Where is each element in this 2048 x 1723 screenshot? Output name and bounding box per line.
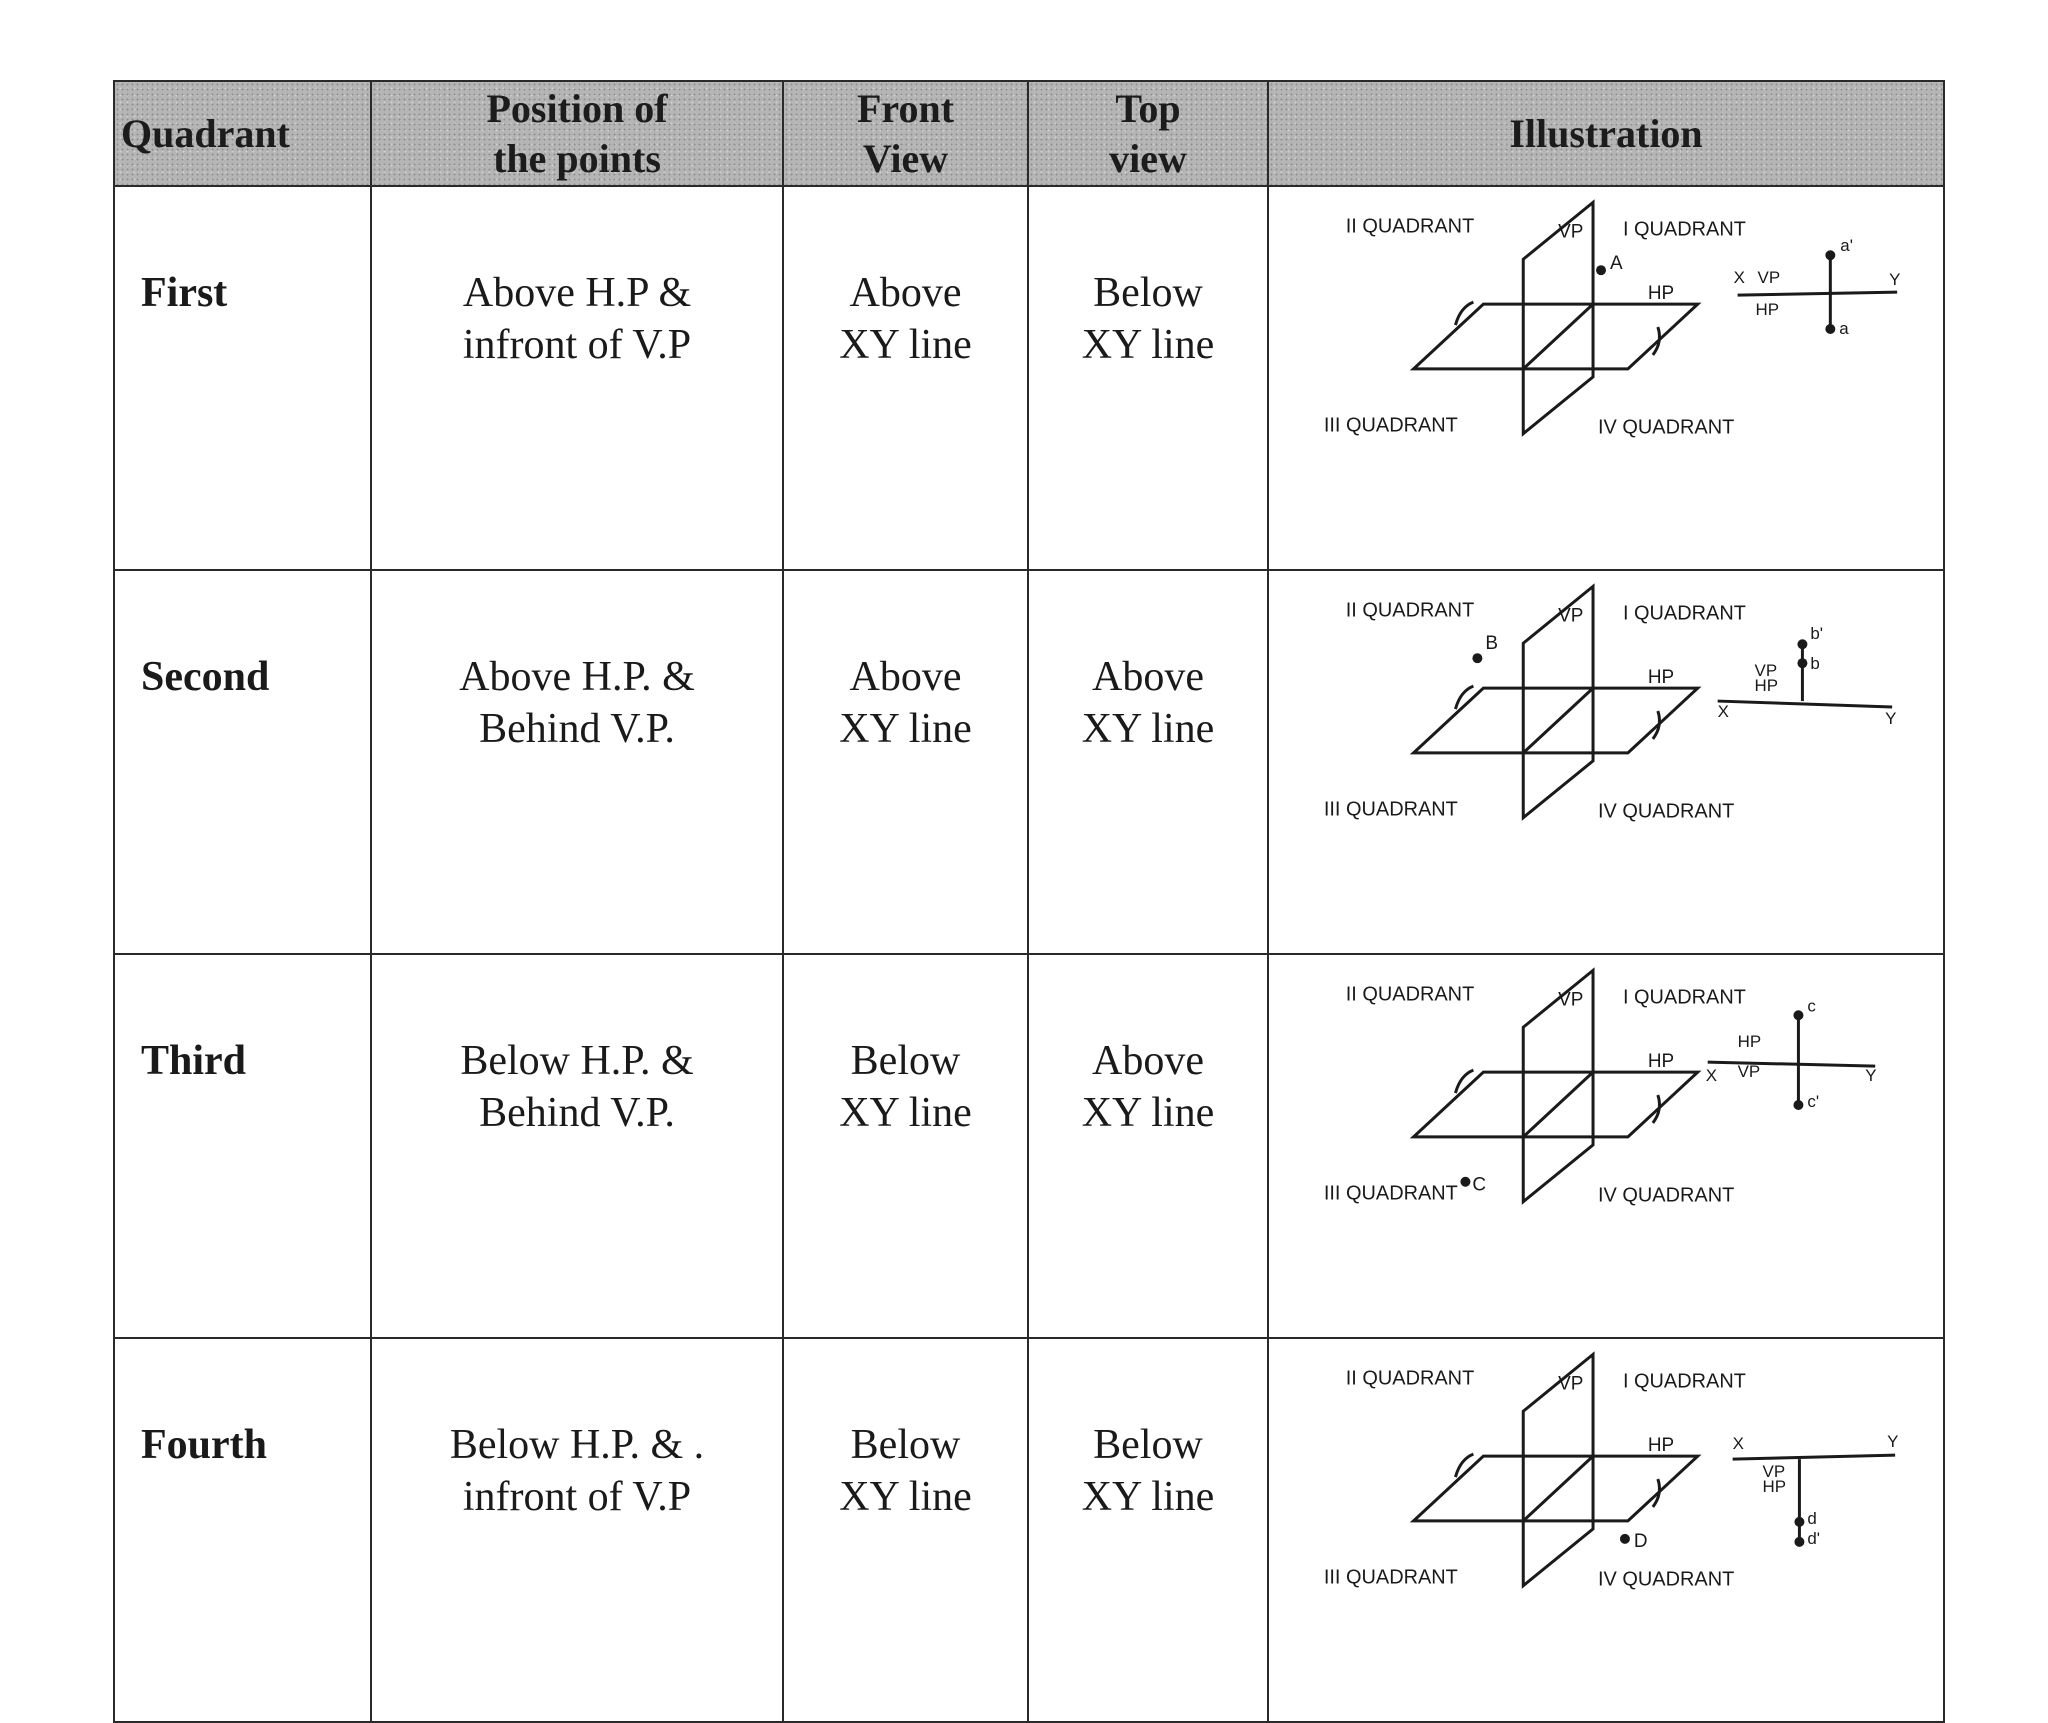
label-y: Y bbox=[1885, 708, 1897, 728]
top-view-line1: Below bbox=[1093, 270, 1203, 316]
top-view-cell bbox=[1028, 954, 1268, 1338]
horizontal-plane bbox=[1414, 304, 1698, 369]
front-view-cell bbox=[783, 186, 1028, 570]
position-line2: Behind V.P. bbox=[479, 1090, 675, 1136]
label-projection-bottom: a bbox=[1839, 319, 1849, 339]
projection-diagram bbox=[1733, 1432, 1899, 1548]
label-q2: II QUADRANT bbox=[1345, 215, 1475, 238]
xy-line bbox=[1738, 292, 1898, 295]
position-line1: Above H.P & bbox=[462, 270, 692, 316]
projection-dot-top bbox=[1825, 250, 1835, 260]
label-q4: IV QUADRANT bbox=[1598, 800, 1735, 823]
position-line2: infront of V.P bbox=[462, 322, 692, 368]
label-projection-top: c bbox=[1807, 996, 1816, 1016]
xy-line bbox=[1733, 1455, 1896, 1459]
position-line2: infront of V.P bbox=[462, 1474, 692, 1520]
quadrant-diagram bbox=[1269, 955, 1943, 1257]
intersection-line bbox=[1523, 1456, 1593, 1521]
intersection-line bbox=[1523, 688, 1593, 753]
front-view-line2: XY line bbox=[839, 322, 972, 368]
label-x: X bbox=[1717, 702, 1729, 722]
xy-line bbox=[1718, 701, 1892, 707]
quadrant-diagram bbox=[1269, 1339, 1943, 1641]
point-marker bbox=[1460, 1177, 1470, 1187]
position-line2: Behind V.P. bbox=[479, 706, 675, 752]
label-q1: I QUADRANT bbox=[1622, 218, 1746, 241]
label-q1: I QUADRANT bbox=[1622, 1370, 1746, 1393]
label-xy-lower: HP bbox=[1762, 1476, 1787, 1496]
label-vp: VP bbox=[1558, 221, 1584, 243]
label-y: Y bbox=[1887, 1432, 1899, 1452]
projection-dot-top bbox=[1793, 1010, 1803, 1020]
label-vp: VP bbox=[1558, 1373, 1584, 1395]
horizontal-plane bbox=[1414, 1072, 1698, 1137]
label-q3: III QUADRANT bbox=[1323, 1182, 1458, 1205]
label-projection-top: d bbox=[1807, 1508, 1817, 1528]
xy-line bbox=[1708, 1062, 1876, 1066]
front-view-cell bbox=[783, 1338, 1028, 1722]
label-vp: VP bbox=[1558, 989, 1584, 1011]
projection-diagram bbox=[1718, 624, 1897, 728]
horizontal-plane bbox=[1414, 1456, 1698, 1521]
top-view-cell bbox=[1028, 1338, 1268, 1722]
projection-dot-bottom bbox=[1797, 658, 1807, 668]
header-top-line1: Top bbox=[1115, 85, 1181, 131]
projection-diagram bbox=[1734, 236, 1901, 338]
label-x: X bbox=[1732, 1434, 1744, 1454]
header-top-line2: view bbox=[1109, 135, 1187, 181]
position-cell bbox=[371, 570, 783, 954]
position-cell bbox=[371, 186, 783, 570]
label-x: X bbox=[1733, 268, 1745, 288]
projection-dot-bottom bbox=[1825, 324, 1835, 334]
point-label: D bbox=[1633, 1530, 1648, 1552]
table-row bbox=[114, 570, 1944, 954]
quadrant-diagram bbox=[1269, 187, 1943, 489]
header-position bbox=[371, 81, 783, 186]
label-q4: IV QUADRANT bbox=[1598, 1184, 1735, 1207]
intersection-line bbox=[1523, 304, 1593, 369]
label-projection-bottom: d' bbox=[1807, 1528, 1821, 1548]
header-row bbox=[114, 81, 1944, 186]
quadrant-name: Third bbox=[114, 954, 371, 1338]
position-cell bbox=[371, 954, 783, 1338]
projection-dot-bottom bbox=[1793, 1100, 1803, 1110]
label-q3: III QUADRANT bbox=[1323, 414, 1458, 437]
header-quadrant: Quadrant bbox=[114, 81, 371, 186]
illustration-cell bbox=[1268, 954, 1944, 1338]
label-x: X bbox=[1705, 1066, 1718, 1086]
projection-dot-top bbox=[1797, 639, 1807, 649]
header-front-view bbox=[783, 81, 1028, 186]
quadrant-diagram bbox=[1269, 571, 1943, 873]
point-label: B bbox=[1485, 633, 1498, 655]
front-view-line1: Below bbox=[850, 1038, 961, 1084]
quadrant-name: First bbox=[114, 186, 371, 570]
label-xy-lower: HP bbox=[1754, 676, 1779, 696]
label-q2: II QUADRANT bbox=[1345, 1367, 1475, 1390]
label-vp: VP bbox=[1558, 605, 1584, 627]
label-q2: II QUADRANT bbox=[1345, 983, 1475, 1006]
intersection-line bbox=[1523, 1072, 1593, 1137]
top-view-line1: Below bbox=[1093, 1422, 1203, 1468]
front-view-cell bbox=[783, 954, 1028, 1338]
header-front-line2: View bbox=[862, 135, 949, 181]
label-xy-upper: VP bbox=[1757, 268, 1781, 288]
top-view-cell bbox=[1028, 186, 1268, 570]
label-hp: HP bbox=[1647, 1051, 1675, 1073]
table-row bbox=[114, 1338, 1944, 1722]
top-view-line2: XY line bbox=[1081, 706, 1215, 752]
label-hp: HP bbox=[1647, 667, 1675, 689]
top-view-line1: Above bbox=[1092, 654, 1204, 700]
front-view-line1: Below bbox=[850, 1422, 961, 1468]
horizontal-plane bbox=[1414, 688, 1698, 753]
top-view-line2: XY line bbox=[1081, 1474, 1215, 1520]
table-row bbox=[114, 186, 1944, 570]
header-front-line1: Front bbox=[856, 85, 955, 131]
projection-dot-top bbox=[1794, 1517, 1804, 1527]
front-view-line1: Above bbox=[849, 270, 962, 316]
label-xy-lower: VP bbox=[1737, 1062, 1761, 1082]
top-view-line1: Above bbox=[1092, 1038, 1204, 1084]
header-top-view bbox=[1028, 81, 1268, 186]
position-line1: Below H.P. & . bbox=[449, 1422, 705, 1468]
projection-dot-bottom bbox=[1794, 1537, 1804, 1547]
top-view-cell bbox=[1028, 570, 1268, 954]
quadrant-table bbox=[113, 80, 1943, 1591]
quadrant-name: Second bbox=[114, 570, 371, 954]
label-q2: II QUADRANT bbox=[1345, 599, 1475, 622]
point-marker bbox=[1620, 1534, 1630, 1544]
position-line1: Below H.P. & bbox=[460, 1038, 694, 1084]
point-label: C bbox=[1472, 1174, 1487, 1196]
label-y: Y bbox=[1889, 270, 1901, 290]
front-view-line2: XY line bbox=[839, 1474, 972, 1520]
label-q1: I QUADRANT bbox=[1622, 602, 1746, 625]
label-y: Y bbox=[1865, 1066, 1877, 1086]
label-q3: III QUADRANT bbox=[1323, 1566, 1458, 1589]
projection-diagram bbox=[1706, 996, 1877, 1111]
label-xy-upper: VP bbox=[1762, 1462, 1786, 1482]
illustration-cell bbox=[1268, 570, 1944, 954]
illustration-cell bbox=[1268, 186, 1944, 570]
label-q1: I QUADRANT bbox=[1622, 986, 1746, 1009]
position-line1: Above H.P. & bbox=[459, 654, 695, 700]
point-marker bbox=[1596, 265, 1606, 275]
top-view-line2: XY line bbox=[1081, 322, 1215, 368]
front-view-line1: Above bbox=[849, 654, 962, 700]
label-projection-top: a' bbox=[1840, 236, 1853, 256]
label-xy-upper: VP bbox=[1754, 661, 1778, 681]
label-hp: HP bbox=[1647, 283, 1675, 305]
quadrant-name: Fourth bbox=[114, 1338, 371, 1722]
front-view-line2: XY line bbox=[839, 706, 972, 752]
top-view-line2: XY line bbox=[1081, 1090, 1215, 1136]
label-xy-lower: HP bbox=[1755, 300, 1780, 320]
point-marker bbox=[1472, 653, 1482, 663]
label-projection-bottom: c' bbox=[1807, 1091, 1820, 1111]
header-position-line2: the points bbox=[493, 135, 661, 181]
label-projection-top: b' bbox=[1810, 624, 1824, 644]
front-view-cell bbox=[783, 570, 1028, 954]
position-cell bbox=[371, 1338, 783, 1722]
label-q4: IV QUADRANT bbox=[1598, 416, 1735, 439]
illustration-cell bbox=[1268, 1338, 1944, 1722]
table-row bbox=[114, 954, 1944, 1338]
header-position-line1: Position of bbox=[486, 85, 668, 131]
label-q4: IV QUADRANT bbox=[1598, 1568, 1735, 1591]
point-label: A bbox=[1609, 253, 1623, 275]
label-q3: III QUADRANT bbox=[1323, 798, 1458, 821]
label-projection-bottom: b bbox=[1810, 654, 1820, 674]
header-illustration: Illustration bbox=[1268, 81, 1944, 186]
label-hp: HP bbox=[1647, 1435, 1675, 1457]
label-xy-upper: HP bbox=[1737, 1032, 1762, 1052]
front-view-line2: XY line bbox=[839, 1090, 972, 1136]
